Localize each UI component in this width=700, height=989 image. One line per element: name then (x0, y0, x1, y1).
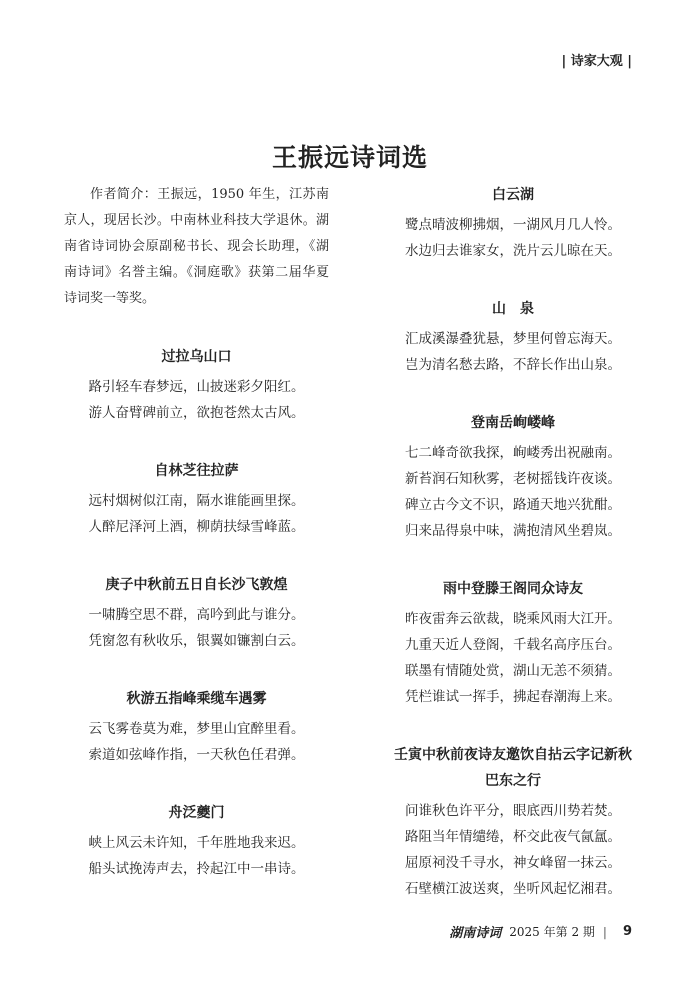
poem (388, 182, 638, 264)
page-number: 9 (622, 924, 632, 939)
footer-separator: | (602, 924, 607, 939)
poem-line: 路引轻车春梦远，山披迷彩夕阳红。 (88, 379, 305, 395)
page-title: 王振远诗词选 (271, 143, 428, 172)
poem (388, 576, 638, 710)
poem-title: 壬寅中秋前夜诗友邀饮自拈云字记新秋巴东之行 (394, 747, 632, 789)
poem (64, 686, 329, 768)
poem-line: 船头试挽涛声去，拎起江中一串诗。 (88, 861, 305, 877)
poem-line: 远村烟树似江南，隔水谁能画里探。 (88, 493, 305, 509)
poem-line: 鹭点晴波柳拂烟，一湖风月几人怜。 (405, 217, 621, 233)
author-bio: 作者简介：王振远，1950 年生，江苏南京人，现居长沙。中南林业科技大学退休。湖南省诗词协会原副秘书长、现会长助理，《湖南诗词》名誉主编。《洞庭歌》获第二届华夏诗词奖一等奖。 (64, 187, 329, 306)
poem (64, 344, 329, 426)
poem-line: 游人奋臂碑前立，欲抱苍然太古风。 (88, 405, 305, 421)
poem (64, 800, 329, 882)
poem-title: 白云湖 (492, 187, 534, 203)
poem-line: 问谁秋色许平分，眼底西川势若焚。 (405, 803, 621, 819)
section-tag: | 诗家大观 | (561, 54, 632, 69)
poem-title: 自林芝往拉萨 (154, 463, 239, 479)
poem-line: 路阻当年情缱绻，杯交此夜气氤氲。 (405, 829, 621, 845)
poem-line: 昨夜雷奔云欲裁，晓乘风雨大江开。 (405, 611, 621, 627)
magazine-name: 湖南诗词 (449, 926, 502, 941)
poem-line: 人醉尼泽河上酒，柳荫扶绿雪峰蓝。 (88, 519, 305, 535)
poem-line: 峡上风云未许知，千年胜地我来迟。 (88, 835, 305, 851)
poem (64, 458, 329, 540)
issue-label: 2025 年第 2 期 (509, 925, 595, 939)
poem-line: 岂为清名愁去路，不辞长作出山泉。 (405, 357, 621, 373)
poem-title: 登南岳峋嵝峰 (471, 415, 555, 431)
poem (388, 742, 638, 902)
poem-line: 索道如弦峰作指，一天秋色任君弹。 (88, 747, 305, 763)
poem-line: 七二峰奇欲我探，峋嵝秀出祝融南。 (405, 445, 621, 461)
poem-line: 九重天近人登阁，千载名高序压台。 (405, 637, 621, 653)
poem (64, 572, 329, 654)
right-column (388, 182, 638, 934)
poem-line: 云飞雾卷莫为难，梦里山宜醉里看。 (88, 721, 305, 737)
left-column (64, 182, 329, 914)
poem-line: 一啸腾空思不群，高吟到此与谁分。 (88, 607, 305, 623)
poem-line: 水边归去谁家女，洗片云儿晾在天。 (405, 243, 621, 259)
poem-line: 凭窗忽有秋收乐，银翼如镰割白云。 (88, 633, 305, 649)
poem-title: 舟泛夔门 (168, 805, 225, 821)
poem-title: 秋游五指峰乘缆车遇雾 (126, 691, 267, 707)
poem-title: 雨中登滕王阁同众诗友 (443, 581, 583, 597)
poem (388, 296, 638, 378)
poem-title: 庚子中秋前五日自长沙飞敦煌 (105, 577, 288, 593)
poem-line: 归来品得泉中味，满抱清风坐碧岚。 (405, 523, 621, 539)
poem-line: 石壁横江波送爽，坐听风起忆湘君。 (405, 881, 621, 897)
poem (388, 410, 638, 544)
poem-line: 凭栏谁试一挥手，拂起春潮海上来。 (405, 689, 621, 705)
poem-line: 碑立古今文不识，路通天地兴犹酣。 (405, 497, 621, 513)
poem-line: 汇成溪瀑叠犹悬，梦里何曾忘海天。 (405, 331, 621, 347)
page-footer (449, 922, 632, 941)
poem-line: 屈原祠没千寻水，神女峰留一抹云。 (405, 855, 621, 871)
poem-line: 新苔润石知秋雾，老树摇钱许夜谈。 (405, 471, 621, 487)
poem-line: 联墨有情随处赏，湖山无恙不须猜。 (405, 663, 621, 679)
poem-title: 过拉乌山口 (161, 349, 232, 365)
poem-title: 山 泉 (492, 301, 534, 317)
